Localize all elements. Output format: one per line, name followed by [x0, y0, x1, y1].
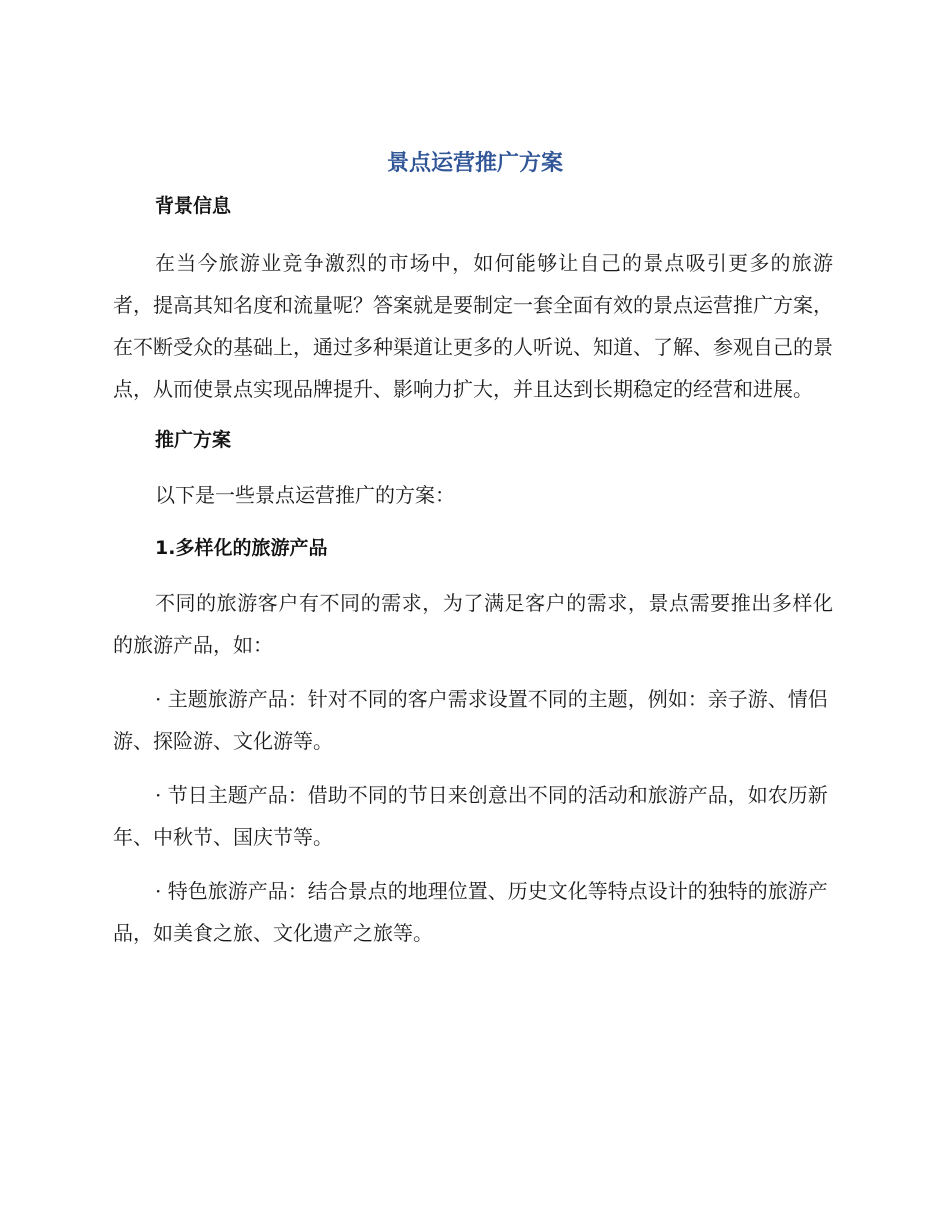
paragraph: 在当今旅游业竞争激烈的市场中，如何能够让自己的景点吸引更多的旅游者，提高其知名度和流量呢？答案就是要制定一套全面有效的景点运营推广方案，在不断受众的基础上，通过多种渠道让更多的人听说、知道、了解、参观自己的景点，从而使景点实现品牌提升、影响力扩大，并且达到长期稳定的经营和进展。	[113, 251, 833, 401]
document-body	[113, 188, 833, 954]
section-promotion-plan	[113, 422, 833, 516]
section-heading: 推广方案	[155, 429, 232, 451]
document-title: 景点运营推广方案	[386, 151, 563, 176]
list-item: · 特色旅游产品：结合景点的地理位置、历史文化等特点设计的独特的旅游产品，如美食之旅、文化遗产之旅等。	[113, 879, 828, 945]
list-item: · 节日主题产品：借助不同的节日来创意出不同的活动和旅游产品，如农历新年、中秋节、国庆节等。	[113, 783, 828, 849]
paragraph: 不同的旅游客户有不同的需求，为了满足客户的需求，景点需要推出多样化的旅游产品，如：	[113, 591, 833, 657]
section-heading: 背景信息	[155, 195, 232, 217]
list-item: · 主题旅游产品：针对不同的客户需求设置不同的主题，例如：亲子游、情侣游、探险游、文化游等。	[113, 687, 828, 753]
section-diverse-products	[113, 530, 833, 954]
section-heading: 1.多样化的旅游产品	[155, 537, 328, 559]
section-background	[113, 188, 833, 410]
paragraph: 以下是一些景点运营推广的方案：	[155, 483, 455, 507]
